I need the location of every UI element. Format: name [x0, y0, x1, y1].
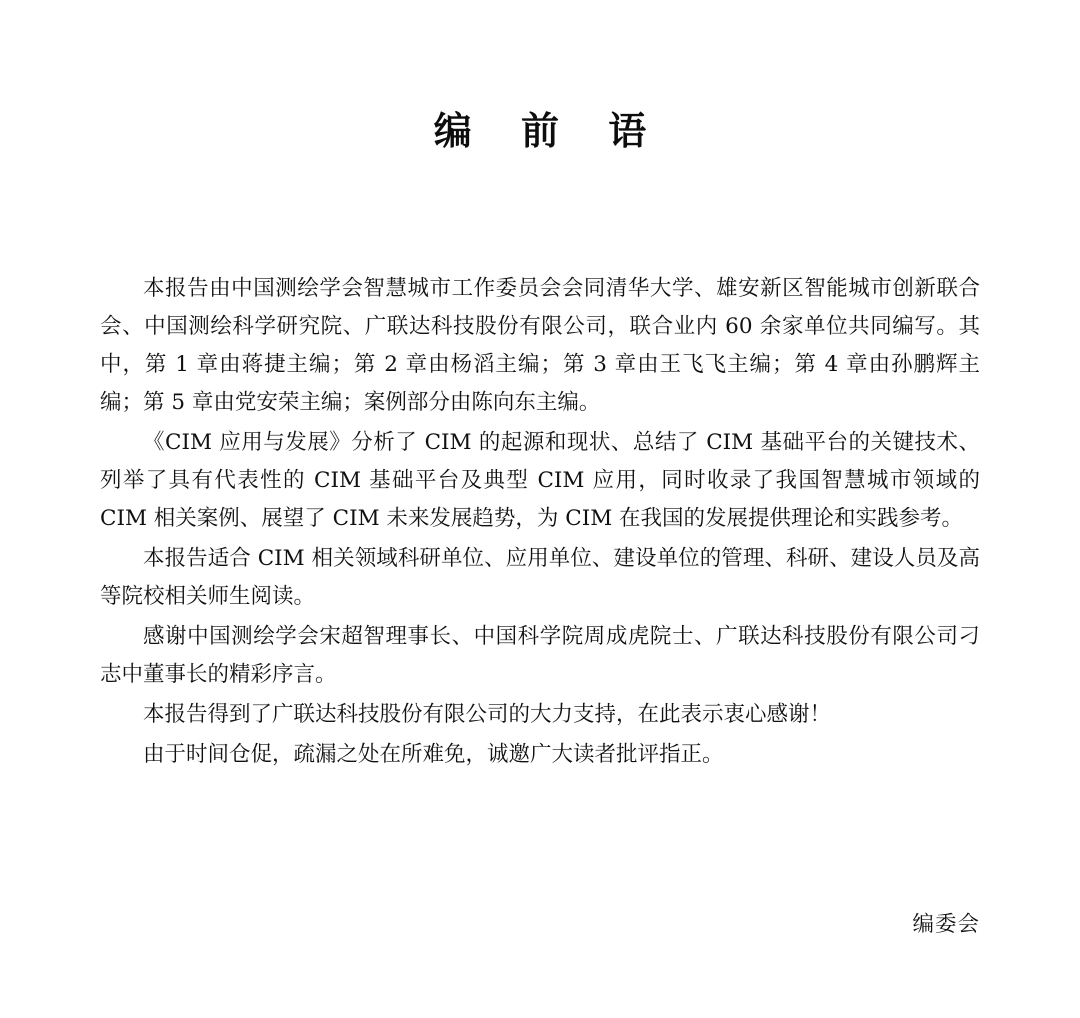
signature: 编委会: [912, 912, 980, 937]
paragraph: 感谢中国测绘学会宋超智理事长、中国科学院周成虎院士、广联达科技股份有限公司刁志中董事长的精彩序言。: [100, 624, 980, 687]
paragraph: 本报告适合 CIM 相关领域科研单位、应用单位、建设单位的管理、科研、建设人员及高等院校相关师生阅读。: [100, 546, 980, 609]
paragraph: 本报告由中国测绘学会智慧城市工作委员会会同清华大学、雄安新区智能城市创新联合会、中国测绘科学研究院、广联达科技股份有限公司，联合业内 60 余家单位共同编写。其中，第 1 章由蒋捷主编；第 2 章由杨滔主编；第 3 章由王飞飞主编；第 4 章由孙鹏辉主编；第 5 章由党安荣主编；案例部分由陈向东主编。: [100, 276, 980, 415]
document-page: [0, 100, 1080, 1018]
document-body: [100, 270, 980, 774]
paragraph: 《CIM 应用与发展》分析了 CIM 的起源和现状、总结了 CIM 基础平台的关键技术、列举了具有代表性的 CIM 基础平台及典型 CIM 应用，同时收录了我国智慧城市领域的 CIM 相关案例、展望了 CIM 未来发展趋势，为 CIM 在我国的发展提供理论和实践参考。: [100, 430, 980, 531]
page-title: 编 前 语: [433, 108, 665, 153]
paragraph: 由于时间仓促，疏漏之处在所难免，诚邀广大读者批评指正。: [143, 742, 724, 767]
paragraph: 本报告得到了广联达科技股份有限公司的大力支持，在此表示衷心感谢！: [143, 702, 832, 727]
